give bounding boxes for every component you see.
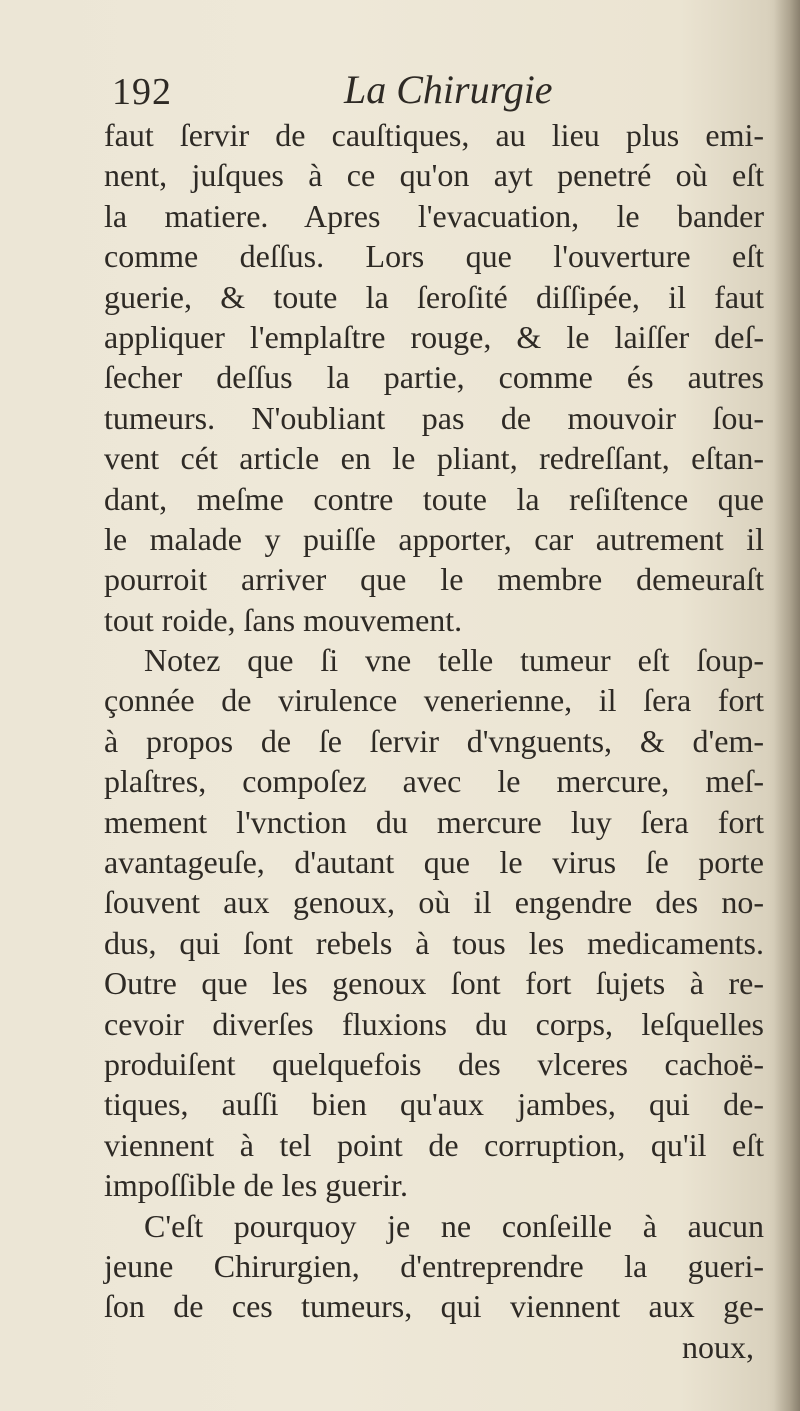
text-line: guerie, & toute la ſeroſité diſſipée, il faut (104, 278, 764, 315)
text-line: comme deſſus. Lors que l'ouverture eſt (104, 238, 764, 275)
text-line: la matiere. Apres l'evacuation, le bander (104, 197, 764, 234)
paragraph-end-line: tout roide, ſans mouvement. (104, 601, 463, 638)
text-line: cevoir diverſes fluxions du corps, leſquelles (104, 1005, 764, 1042)
page-header (112, 68, 752, 118)
paragraph-end-line: impoſſible de les guerir. (104, 1167, 408, 1204)
text-line: avantageuſe, d'autant que le virus ſe porte (104, 844, 764, 881)
text-line: viennent à tel point de corruption, qu'il eſt (104, 1126, 764, 1163)
paragraph-start-line: C'eſt pourquoy je ne conſeille à aucun (144, 1207, 764, 1244)
text-line: mement l'vnction du mercure luy ſera fort (104, 803, 764, 840)
text-line: à propos de ſe ſervir d'vnguents, & d'em- (104, 722, 764, 759)
text-line: faut ſervir de cauſtiques, au lieu plus emi- (104, 117, 764, 153)
text-line: ſecher deſſus la partie, comme és autres (104, 359, 764, 396)
text-line: dus, qui ſont rebels à tous les medicaments. (104, 924, 764, 961)
page-edge-shadow (774, 0, 800, 1411)
text-line: ſon de ces tumeurs, qui viennent aux ge- (104, 1288, 764, 1325)
text-line: nent, juſques à ce qu'on ayt penetré où eſt (104, 157, 764, 194)
catchword: noux, (682, 1328, 754, 1365)
text-line: Outre que les genoux ſont fort ſujets à re- (104, 965, 764, 1002)
text-line: appliquer l'emplaſtre rouge, & le laiſſer deſ- (104, 318, 764, 355)
body-text (104, 115, 764, 1367)
text-line: dant, meſme contre toute la reſiſtence que (104, 480, 764, 517)
text-line: jeune Chirurgien, d'entreprendre la gueri- (104, 1247, 764, 1284)
page-number: 192 (112, 71, 172, 113)
text-line: ſouvent aux genoux, où il engendre des no- (104, 884, 764, 921)
running-title: La Chirurgie (344, 67, 553, 112)
text-line: pourroit arriver que le membre demeuraſt (104, 561, 764, 598)
text-line: plaſtres, compoſez avec le mercure, meſ- (104, 763, 764, 800)
text-line: le malade y puiſſe apporter, car autrement il (104, 520, 764, 557)
text-line: vent cét article en le pliant, redreſſant, eſtan- (104, 440, 764, 477)
text-line: produiſent quelquefois des vlceres cachoë- (104, 1045, 764, 1082)
paragraph-start-line: Notez que ſi vne telle tumeur eſt ſoup- (144, 642, 764, 679)
text-line: tumeurs. N'oubliant pas de mouvoir ſou- (104, 399, 764, 436)
text-line: çonnée de virulence venerienne, il ſera fort (104, 682, 764, 719)
text-line: tiques, auſſi bien qu'aux jambes, qui de- (104, 1086, 764, 1123)
